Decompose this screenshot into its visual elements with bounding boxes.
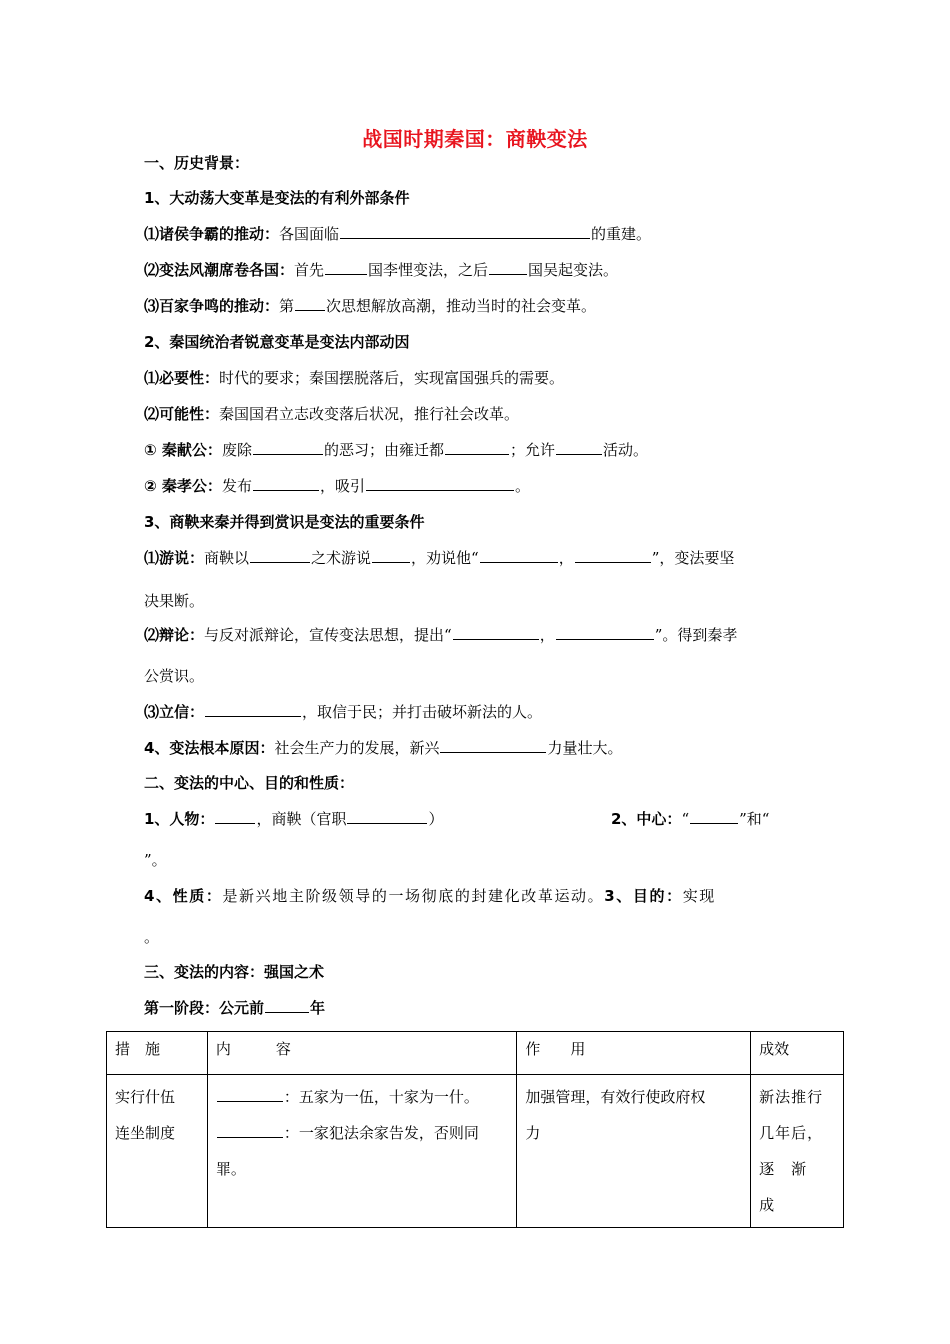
blank[interactable]	[295, 295, 325, 311]
line-nature-purpose	[144, 885, 716, 907]
text: ：五家为一伍，十家为一什。	[283, 1088, 479, 1106]
line-qin-xiao-gong	[144, 475, 530, 497]
label: ⑶立信：	[144, 703, 205, 721]
text: ，	[539, 626, 555, 644]
blank[interactable]	[205, 701, 301, 717]
subheading-shang-yang-arrival: 3、商鞅来秦并得到赏识是变法的重要条件	[144, 513, 425, 531]
blank[interactable]	[217, 1086, 283, 1102]
blank[interactable]	[556, 439, 602, 455]
line-center-cont: ”。	[144, 851, 167, 869]
blank[interactable]	[215, 808, 255, 824]
line-lobbying	[144, 547, 734, 569]
blank[interactable]	[690, 808, 738, 824]
line-lobbying-cont: 决果断。	[144, 592, 205, 610]
text: 之术游说	[311, 549, 372, 567]
blank[interactable]	[347, 808, 427, 824]
blank[interactable]	[253, 439, 323, 455]
label: ⑴诸侯争霸的推动：	[144, 225, 280, 243]
line-possibility	[144, 403, 519, 425]
label: ⑶百家争鸣的推动：	[144, 297, 280, 315]
text: ；允许	[509, 441, 555, 459]
line-stage-one	[144, 997, 325, 1019]
line-root-cause	[144, 737, 622, 759]
text: “	[681, 810, 690, 828]
text: 几年后，	[759, 1124, 824, 1142]
section-heading-background: 一、历史背景：	[144, 154, 250, 172]
header-cell: 成效	[751, 1032, 844, 1075]
text: 社会生产力的发展，新兴	[274, 739, 440, 757]
line-person	[144, 808, 443, 830]
label: ⑵辩论：	[144, 626, 205, 644]
table-row	[107, 1075, 844, 1228]
label: ⑵可能性：	[144, 405, 220, 423]
text: 的重建。	[591, 225, 652, 243]
blank[interactable]	[445, 439, 509, 455]
text: 与反对派辩论，宣传变法思想，提出“	[204, 626, 452, 644]
text: ，吸引	[319, 477, 365, 495]
text: 实行什伍	[115, 1088, 176, 1106]
content-line	[216, 1079, 509, 1115]
text: 。	[514, 477, 530, 495]
text: ”和“	[739, 810, 770, 828]
blank[interactable]	[440, 737, 546, 753]
blank[interactable]	[366, 475, 514, 491]
subheading-external-conditions: 1、大动荡大变革是变法的有利外部条件	[144, 189, 410, 207]
text: 逐 渐 成	[759, 1160, 824, 1214]
text: 第	[279, 297, 295, 315]
text: ，取信于民；并打击破坏新法的人。	[302, 703, 543, 721]
text: 国吴起变法。	[528, 261, 619, 279]
blank[interactable]	[489, 259, 527, 275]
blank[interactable]	[217, 1122, 283, 1138]
text: 新法推行	[759, 1088, 824, 1106]
line-necessity	[144, 367, 564, 389]
label: 4、变法根本原因：	[144, 739, 275, 757]
cell-result	[751, 1075, 844, 1228]
line-trust	[144, 701, 542, 723]
text: 力	[525, 1124, 541, 1142]
text: 秦国国君立志改变落后状况，推行社会改革。	[219, 405, 520, 423]
text: 加强管理，有效行使政府权	[525, 1088, 706, 1106]
content-line	[216, 1115, 509, 1151]
blank[interactable]	[265, 997, 309, 1013]
line-hegemony	[144, 223, 651, 245]
label: 2、中心：	[611, 810, 682, 828]
text: 国李悝变法，之后	[368, 261, 489, 279]
line-center	[611, 808, 769, 830]
label: ② 秦孝公：	[144, 477, 222, 495]
text: 活动。	[602, 441, 648, 459]
blank[interactable]	[325, 259, 367, 275]
label: 4、性质：	[144, 887, 223, 905]
text: 连坐制度	[115, 1124, 176, 1142]
page-title: 战国时期秦国：商鞅变法	[362, 127, 588, 151]
text: ”。得到秦孝	[654, 626, 738, 644]
label: ① 秦献公：	[144, 441, 222, 459]
text: 是新兴地主阶级领导的一场彻底的封建化改革运动。	[222, 887, 605, 905]
cell-content	[207, 1075, 517, 1228]
blank[interactable]	[372, 547, 410, 563]
blank[interactable]	[480, 547, 558, 563]
text: ，	[558, 549, 574, 567]
text: 第一阶段：公元前	[144, 999, 265, 1017]
line-purpose-cont: 。	[144, 928, 160, 946]
text: ，商鞅（官职	[256, 810, 347, 828]
text: ：一家犯法余家告发，否则同	[283, 1124, 479, 1142]
line-qin-xian-gong	[144, 439, 648, 461]
cell-effect	[517, 1075, 751, 1228]
section-heading-center-purpose: 二、变法的中心、目的和性质：	[144, 774, 355, 792]
text: 的恶习；由雍迁都	[323, 441, 444, 459]
blank[interactable]	[453, 624, 539, 640]
section-heading-content: 三、变法的内容：强国之术	[144, 963, 325, 981]
text: 各国面临	[279, 225, 340, 243]
text: 发布	[221, 477, 252, 495]
label: ⑵变法风潮席卷各国：	[144, 261, 295, 279]
text: ”，变法要坚	[651, 549, 735, 567]
text: 年	[310, 999, 326, 1017]
blank[interactable]	[575, 547, 651, 563]
cell-measure	[107, 1075, 208, 1228]
text: 力量壮大。	[547, 739, 623, 757]
content-line: 罪。	[215, 1160, 246, 1178]
label: 1、人物：	[144, 810, 215, 828]
text: 首先	[294, 261, 325, 279]
subheading-internal-motivation: 2、秦国统治者锐意变革是变法内部动因	[144, 333, 410, 351]
text: 时代的要求；秦国摆脱落后，实现富国强兵的需要。	[219, 369, 565, 387]
blank[interactable]	[556, 624, 654, 640]
text: ，劝说他“	[411, 549, 479, 567]
text: ）	[428, 810, 444, 828]
header-cell: 作 用	[517, 1032, 751, 1075]
line-reform-wave	[144, 259, 618, 281]
blank[interactable]	[253, 475, 319, 491]
reform-table	[106, 1031, 844, 1228]
table-header-row	[107, 1032, 844, 1075]
line-debate-cont: 公赏识。	[144, 667, 205, 685]
header-cell: 内 容	[207, 1032, 517, 1075]
text: 实现	[682, 887, 716, 905]
blank[interactable]	[250, 547, 310, 563]
line-hundred-schools	[144, 295, 596, 317]
header-cell: 措 施	[107, 1032, 208, 1075]
text: 废除	[221, 441, 252, 459]
label: ⑴必要性：	[144, 369, 220, 387]
label: ⑴游说：	[144, 549, 205, 567]
label: 3、目的：	[604, 887, 683, 905]
line-debate	[144, 624, 737, 646]
text: 商鞅以	[204, 549, 250, 567]
blank[interactable]	[340, 223, 590, 239]
text: 次思想解放高潮，推动当时的社会变革。	[326, 297, 597, 315]
